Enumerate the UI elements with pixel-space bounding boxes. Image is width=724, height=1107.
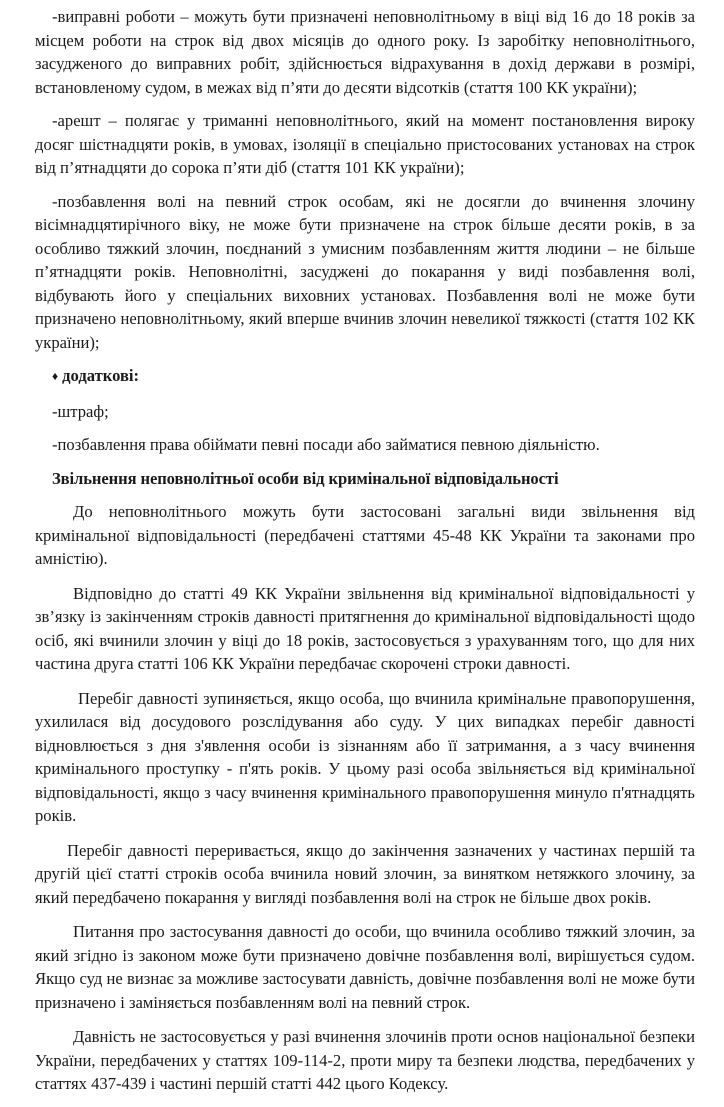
diamond-bullet-icon: ♦: [52, 369, 59, 383]
paragraph-arrest: -арешт – полягає у триманні неповнолітнього, який на момент постановлення вироку досяг шістнадцяти років, в умовах, ізоляції в спеціально пристосованих установах на строк від п’ятнадцяти до сорока п’яти діб (стаття 101 КК україни);: [35, 111, 695, 177]
list-item-fine: -штраф;: [52, 401, 109, 421]
paragraph-general-release: До неповнолітнього можуть бути застосовані загальні види звільнення від кримінальної відповідальності (передбачені статтями 45-48 КК України та законами про амністію).: [35, 502, 695, 568]
paragraph-imprisonment: -позбавлення волі на певний строк особам, які не досягли до вчинення злочину вісімнадцятирічного віку, не може бути призначене на строк більше десяти років, в за особливо тяжкий злочин, поєднаний з умисним позбавленням життя людини – не більше п’ятнадцяти років. Неповнолітні, засуджені до покарання у виді позбавлення волі, відбувають його у спеціальних виховних установах. Позбавлення волі не може бути призначено неповнолітньому, який вперше вчинив злочин невеликої тяжкості (стаття 102 КК україни);: [35, 191, 695, 352]
document-page: [35, 5, 695, 1107]
paragraph-life-imprisonment: Питання про застосування давності до особи, що вчинила особливо тяжкий злочин, за який згідно із законом може бути призначено довічне позбавлення волі, вирішується судом. Якщо суд не визнає за можливе застосувати давність, довічне позбавлення волі не може бути призначено і заміняється позбавленням волі на певний строк.: [35, 922, 695, 1012]
paragraph-no-limitation: Давність не застосовується у разі вчинення злочинів проти основ національної безпеки України, передбачених у статтях 109-114-2, проти миру та безпеки людства, передбачених у статтях 437-439 і частині першій статті 442 цього Кодексу.: [35, 1027, 695, 1093]
section-heading: Звільнення неповнолітньої особи від кримінальної відповідальності: [52, 468, 559, 488]
paragraph-correctional-labor: -виправні роботи – можуть бути призначені неповнолітньому в віці від 16 до 18 років за місцем роботи на строк від двох місяців до одного року. Із заробітку неповнолітнього, засудженого до виправних робіт, здійснюється відрахування в дохід держави в розмірі, встановленому судом, в межах від п’яти до десяти відсотків (стаття 100 КК україни);: [35, 7, 695, 97]
paragraph-limitation-interrupted: Перебіг давності переривається, якщо до закінчення зазначених у частинах першій та другій цієї статті строків особа вчинила новий злочин, за винятком нетяжкого злочину, за який передбачено покарання у вигляді позбавлення волі на строк не більше двох років.: [35, 840, 695, 907]
additional-heading-text: додаткові:: [62, 366, 140, 385]
additional-penalties-heading: [35, 364, 695, 390]
paragraph-limitation-suspended: Перебіг давності зупиняється, якщо особа, що вчинила кримінальне правопорушення, ухилилася від досудового розслідування або суду. У цих випадках перебіг давності відновлюється з дня з'явлення особи із зізнанням або її затримання, а з часу вчинення кримінального проступку - п'ять років. У цьому разі особа звільняється від кримінальної відповідальності, якщо з часу вчинення кримінального правопорушення минуло п'ятнадцять років.: [35, 688, 695, 825]
paragraph-article-49: Відповідно до статті 49 КК України звільнення від кримінальної відповідальності у зв’язку із закінченням строків давності притягнення до кримінальної відповідальності щодо осіб, які вчинили злочин у віці до 18 років, застосовується з урахуванням того, що для них частина друга статті 106 КК України передбачає скорочені строки давності.: [35, 583, 695, 673]
list-item-deprivation-of-right: -позбавлення права обіймати певні посади або займатися певною діяльністю.: [52, 435, 600, 454]
